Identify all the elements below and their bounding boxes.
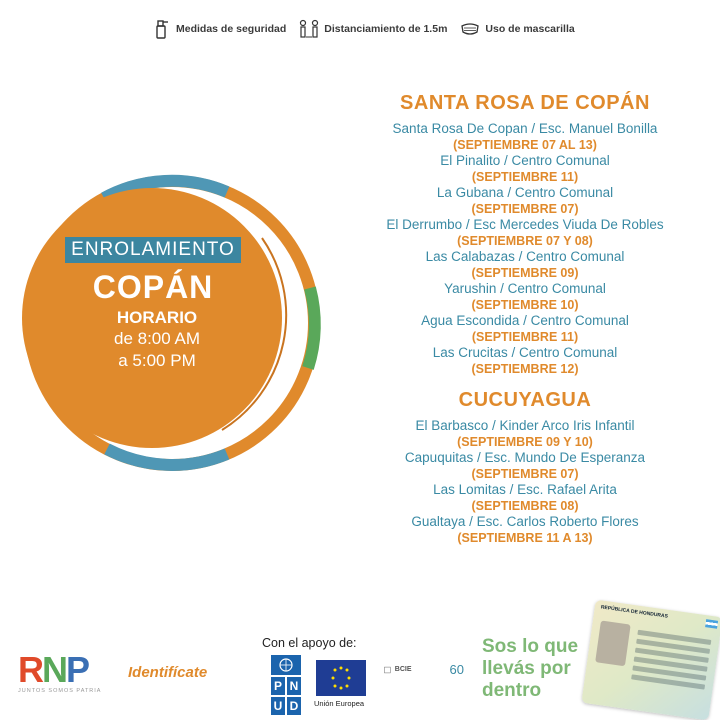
location-name: Las Calabazas / Centro Comunal [425,249,625,264]
rnp-tagline: JUNTOS SOMOS PATRIA [18,688,102,694]
location-name: El Derrumbo / Esc Mercedes Viuda De Robles [386,217,664,232]
schedule-start: de 8:00 AM [113,328,200,348]
id-card-image [581,600,720,720]
pnud-letter: P [270,676,286,696]
notice-distance [298,18,447,40]
eu-label: Unión Europea [314,699,365,708]
bcie-label: BCIE [394,666,412,673]
pnud-letter: N [286,676,302,696]
footer [0,604,720,720]
location-name: Las Lomitas / Esc. Rafael Arita [433,482,617,497]
location-date: (SEPTIEMBRE 07) [471,202,579,216]
bcie-anniversary: 60 [449,662,464,677]
location-name: Agua Escondida / Centro Comunal [421,313,629,328]
bcie-logo [384,662,464,702]
location-name: Las Crucitas / Centro Comunal [432,345,618,360]
location-date: (SEPTIEMBRE 08) [471,499,579,513]
location-date: (SEPTIEMBRE 07) [471,467,579,481]
section-cucuyagua [350,418,700,546]
identificate-logo: Identifícate [128,664,208,681]
location-date: (SEPTIEMBRE 09) [471,266,579,280]
pnud-letter: U [270,696,286,716]
enrollment-circle [22,168,322,478]
slogan: Sos lo que llevás por dentro [482,636,579,701]
location-name: La Gubana / Centro Comunal [436,185,614,200]
schedule-end: a 5:00 PM [118,350,196,370]
safety-notices-bar [150,14,581,44]
notice-safety [150,18,286,40]
face-mask-icon [459,18,481,40]
location-name: El Pinalito / Centro Comunal [440,153,610,168]
circle-text-block [22,168,322,478]
un-emblem-icon [270,654,302,676]
rnp-logo [18,649,110,696]
location-date: (SEPTIEMBRE 11) [471,170,579,184]
location-date: (SEPTIEMBRE 09 Y 10) [457,435,593,449]
city-name: COPÁN [92,268,214,305]
location-name: Santa Rosa De Copan / Esc. Manuel Bonilla [392,121,658,136]
location-date: (SEPTIEMBRE 07 AL 13) [453,138,597,152]
notice-label: Medidas de seguridad [176,23,287,35]
eu-flag-icon [316,660,366,696]
location-date: (SEPTIEMBRE 11) [471,330,579,344]
support-label: Con el apoyo de: [262,636,357,650]
location-name: Yarushin / Centro Comunal [444,281,606,296]
bcie-emblem-icon [384,663,391,677]
location-name: Gualtaya / Esc. Carlos Roberto Flores [411,514,639,529]
id-card-header: REPÚBLICA DE HONDURAS [600,604,669,620]
schedule-label: HORARIO [116,307,198,327]
section-title: CUCUYAGUA [458,389,592,411]
rnp-logo-letters: RNP [18,649,89,690]
notice-label: Distanciamiento de 1.5m [324,23,448,35]
section-title: SANTA ROSA DE COPÁN [400,92,650,114]
social-distance-icon [298,18,320,40]
location-name: Capuquitas / Esc. Mundo De Esperanza [404,450,646,465]
location-date: (SEPTIEMBRE 11 A 13) [457,531,593,545]
id-card-fields [631,630,712,694]
location-date: (SEPTIEMBRE 07 Y 08) [457,234,593,248]
pnud-letter: D [286,696,302,716]
notice-mask [459,18,574,40]
location-name: El Barbasco / Kinder Arco Iris Infantil [415,418,635,433]
locations-list [350,92,700,546]
notice-label: Uso de mascarilla [485,23,575,35]
section-santa-rosa [350,121,700,377]
enrollment-badge: ENROLAMIENTO [65,237,241,263]
sanitizer-spray-icon [150,18,172,40]
pnud-logo [270,654,302,716]
location-date: (SEPTIEMBRE 12) [471,362,579,376]
location-date: (SEPTIEMBRE 10) [471,298,579,312]
honduras-flag-icon [705,619,718,629]
id-photo [595,621,631,667]
